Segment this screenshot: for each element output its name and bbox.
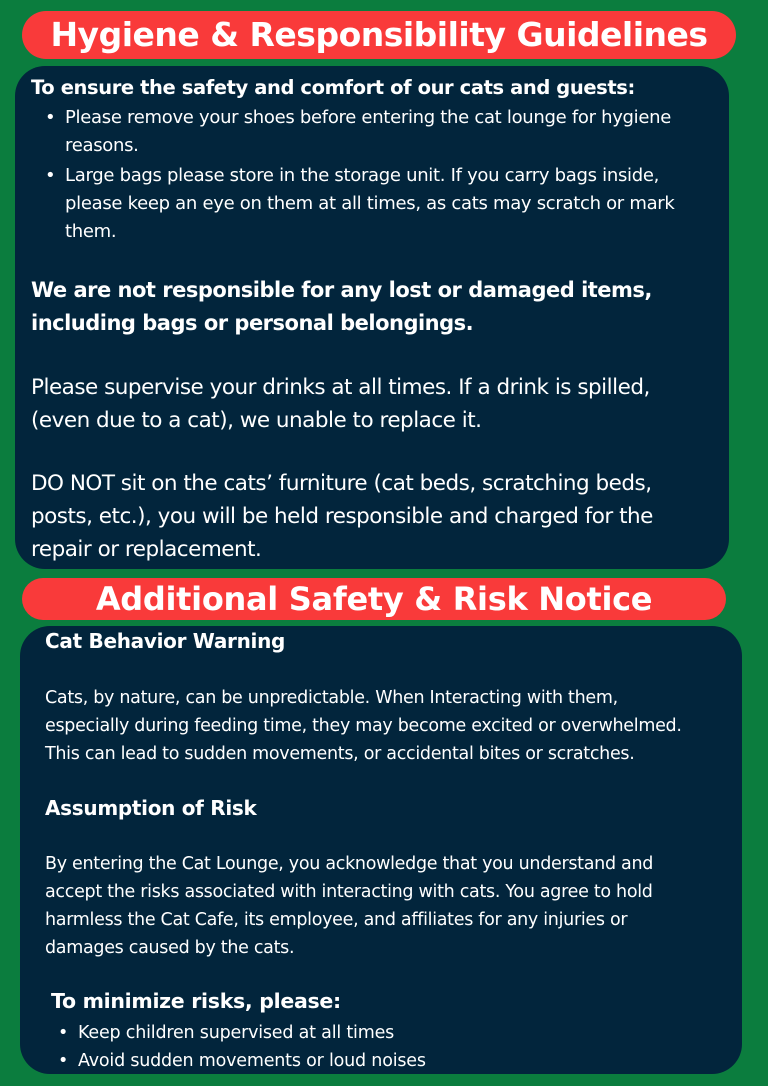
risk-paragraph [45, 850, 653, 962]
bullet-icon: • [58, 1023, 69, 1043]
list-item [33, 104, 723, 160]
bullet-text: please keep an eye on them at all times, as cats may scratch or mark [65, 193, 675, 214]
behavior-line: Cats, by nature, can be unpredictable. When Interacting with them, [45, 688, 618, 708]
hygiene-banner [22, 11, 736, 59]
drinks-line: (even due to a cat), we unable to replace it. [31, 408, 482, 433]
minimize-heading: To minimize risks, please: [51, 989, 341, 1013]
behavior-line: especially during feeding time, they may become excited or overwhelmed. [45, 716, 682, 736]
list-item [33, 162, 723, 246]
list-item [46, 1047, 726, 1075]
bullet-text: reasons. [65, 135, 139, 156]
bullet-text: Avoid sudden movements or loud noises [78, 1051, 426, 1071]
behavior-paragraph [45, 684, 682, 768]
bullet-icon: • [45, 165, 56, 186]
bullet-text: them. [65, 221, 117, 242]
list-item [46, 1019, 726, 1047]
disclaimer-line: including bags or personal belongings. [31, 311, 474, 335]
bullet-text: Large bags please store in the storage unit. If you carry bags inside, [65, 165, 660, 186]
bullet-icon: • [45, 107, 56, 128]
minimize-bullet-list [46, 1019, 726, 1075]
risk-line: harmless the Cat Cafe, its employee, and affiliates for any injuries or [45, 910, 628, 930]
drinks-notice [31, 371, 650, 437]
risk-heading: Assumption of Risk [45, 796, 257, 820]
risk-line: accept the risks associated with interacting with cats. You agree to hold [45, 882, 653, 902]
furniture-line: posts, etc.), you will be held responsible and charged for the [31, 504, 653, 529]
behavior-line: This can lead to sudden movements, or accidental bites or scratches. [45, 744, 635, 764]
furniture-line: DO NOT sit on the cats’ furniture (cat beds, scratching beds, [31, 471, 652, 496]
risk-line: By entering the Cat Lounge, you acknowledge that you understand and [45, 854, 654, 874]
furniture-line: repair or replacement. [31, 537, 262, 562]
hygiene-bullet-list [33, 104, 723, 248]
bullet-text: Please remove your shoes before entering the cat lounge for hygiene [65, 107, 672, 128]
responsibility-disclaimer [31, 274, 652, 340]
safety-banner-title: Additional Safety & Risk Notice [95, 580, 653, 618]
risk-line: damages caused by the cats. [45, 938, 295, 958]
bullet-text: Keep children supervised at all times [78, 1023, 395, 1043]
disclaimer-line: We are not responsible for any lost or damaged items, [31, 278, 652, 302]
hygiene-banner-title: Hygiene & Responsibility Guidelines [50, 15, 708, 54]
hygiene-intro: To ensure the safety and comfort of our cats and guests: [31, 76, 635, 99]
bullet-icon: • [58, 1051, 69, 1071]
furniture-notice [31, 467, 653, 566]
behavior-heading: Cat Behavior Warning [45, 629, 286, 653]
drinks-line: Please supervise your drinks at all times. If a drink is spilled, [31, 375, 650, 400]
safety-banner [22, 578, 726, 620]
